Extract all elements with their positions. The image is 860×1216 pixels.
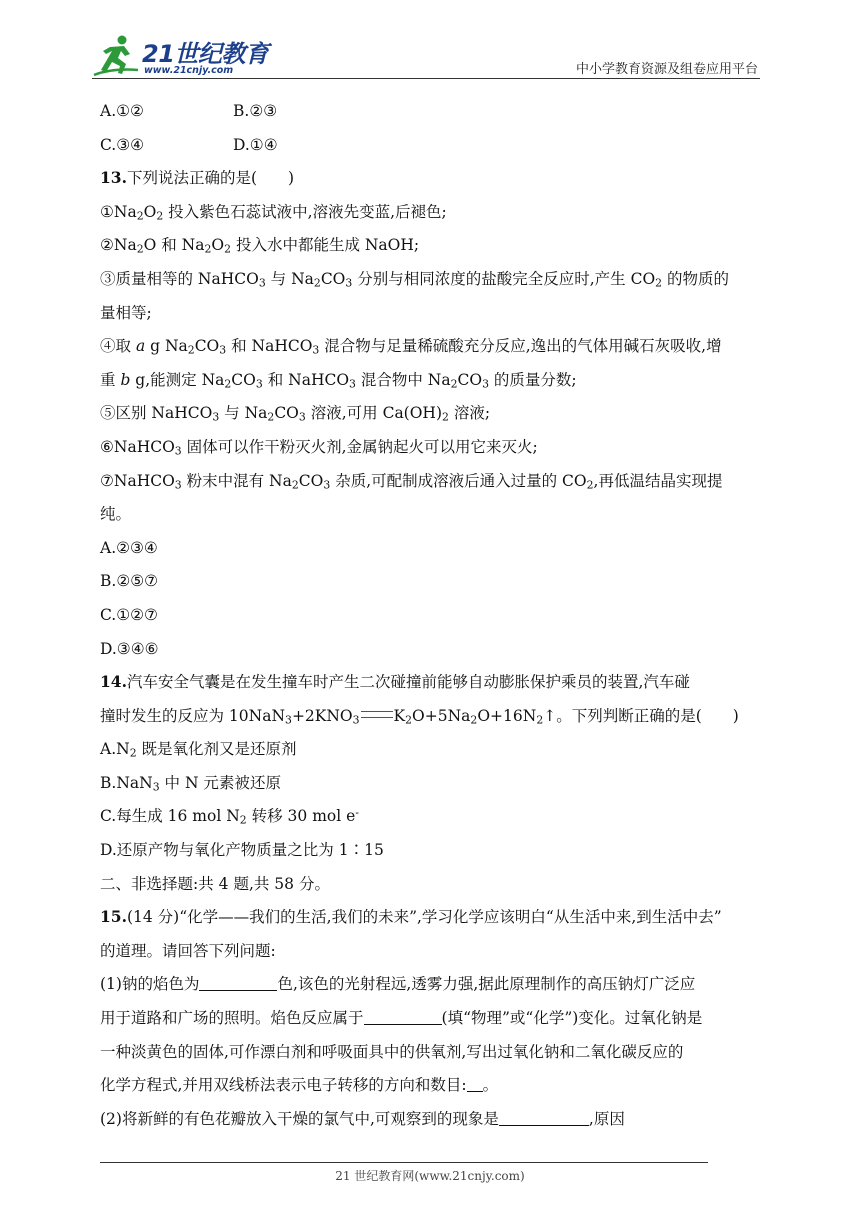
q13-item-4-cont: 重 b g,能测定 $Na_2CO_3$ 和 NaHCO$_3$ 混合物中 $Na_2CO_3$ 的质量分数; [100, 370, 577, 391]
q14-option-a: $A.N_2$ 既是氧化剂又是还原剂 [100, 740, 297, 760]
q13-item-7: ⑦NaHCO$_3$ 粉末中混有 $Na_2CO_3$ 杂质,可配制成溶液后通入过量的 $CO_2$,再低温结晶实现提 [100, 471, 723, 492]
q14-option-c: C.每生成 16 mol $N_2$ 转移 30 mol e- [100, 806, 359, 828]
q15-part2-line1: (2)将新鲜的有色花瓣放入干燥的氯气中,可观察到的现象是 ,原因 [100, 1109, 625, 1128]
logo [92, 34, 269, 78]
q13-stem: 13.下列说法正确的是( ) [100, 168, 295, 188]
q13-item-4: ④取 a g $Na_2CO_3$ 和 NaHCO$_3$ 混合物与足量稀硫酸充分反应,逸出的气体用碱石灰吸收,增 [100, 337, 722, 357]
document-body [100, 100, 764, 1141]
q12-option-d: D.①④ [233, 135, 278, 154]
q15-part1-line2: 用于道路和广场的照明。焰色反应属于 (填“物理”或“化学”)变化。过氧化钠是 [100, 1009, 703, 1028]
q14-option-b: B.NaN$_3$ 中 N 元素被还原 [100, 773, 281, 794]
runner-logo-icon [92, 34, 140, 78]
logo-url: www.21cnjy.com [144, 65, 234, 76]
q12-options-row-2 [100, 134, 764, 156]
q12-option-c: C.③④ [100, 135, 145, 154]
q13-option-c: C.①②⑦ [100, 605, 158, 624]
q13-item-5: ⑤区别 NaHCO$_3$ 与 $Na_2CO_3$ 溶液,可用 $Ca(OH)_2$ 溶液; [100, 404, 491, 425]
q13-item-2: $②Na_2O$ 和 $Na_2O_2$ 投入水中都能生成 NaOH; [100, 236, 420, 257]
q13-number: 13. [100, 168, 127, 188]
logo-title: 21世纪教育 [142, 40, 269, 68]
footer-divider [100, 1162, 708, 1163]
q13-item-3: ③质量相等的 NaHCO$_3$ 与 $Na_2CO_3$ 分别与相同浓度的盐酸完全反应时,产生 $CO_2$ 的物质的 [100, 269, 729, 290]
answer-blank[interactable] [467, 1075, 483, 1092]
q13-option-d: D.③④⑥ [100, 639, 159, 658]
q15-number: 15. [100, 907, 127, 927]
q15-part1-line1: (1)钠的焰色为 色,该色的光射程远,透雾力强,据此原理制作的高压钠灯广泛应 [100, 975, 696, 994]
page-header [92, 30, 760, 80]
q14-option-d: D.还原产物与氧化产物质量之比为 1∶15 [100, 841, 384, 860]
q14-equation-line: 撞时发生的反应为 $10NaN_3+2KNO_3$ $K_2O+5Na_2O+16N_2↑$。下列判断正确的是( ) [100, 706, 739, 727]
q12-option-b: B.②③ [233, 102, 278, 120]
q15-part1-line4: 化学方程式,并用双线桥法表示电子转移的方向和数目: 。 [100, 1076, 499, 1095]
q15-stem-cont: 的道理。请回答下列问题: [100, 941, 276, 960]
equals-sign-icon [361, 711, 393, 718]
platform-label: 中小学教育资源及组卷应用平台 [575, 62, 758, 77]
q12-option-a: A.①② [100, 102, 144, 120]
header-divider [92, 78, 760, 79]
q15-stem: 15.(14 分)“化学——我们的生活,我们的未来”,学习化学应该明白“从生活中来,到生活中去” [100, 907, 722, 927]
q14-stem: 14.汽车安全气囊是在发生撞车时产生二次碰撞前能够自动膨胀保护乘员的装置,汽车碰 [100, 672, 690, 692]
q12-options-row-1 [100, 100, 764, 122]
q13-option-a: A.②③④ [100, 538, 158, 557]
q13-item-6: ⑥NaHCO$_3$ 固体可以作干粉灭火剂,金属钠起火可以用它来灭火; [100, 437, 538, 458]
page-footer: 21 世纪教育网(www.21cnjy.com) [335, 1169, 525, 1183]
q13-item-7-cont: 纯。 [100, 505, 132, 524]
answer-blank[interactable] [364, 1008, 442, 1025]
answer-blank[interactable] [499, 1109, 589, 1126]
answer-blank[interactable] [199, 974, 277, 991]
section-heading: 二、非选择题:共 4 题,共 58 分。 [100, 874, 330, 893]
q13-item-3-cont: 量相等; [100, 303, 152, 322]
q15-part1-line3: 一种淡黄色的固体,可作漂白剂和呼吸面具中的供氧剂,写出过氧化钠和二氧化碳反应的 [100, 1042, 684, 1061]
q13-option-b: B.②⑤⑦ [100, 572, 159, 591]
q13-item-1: $①Na_2O_2$ 投入紫色石蕊试液中,溶液先变蓝,后褪色; [100, 202, 447, 223]
q14-number: 14. [100, 672, 127, 692]
